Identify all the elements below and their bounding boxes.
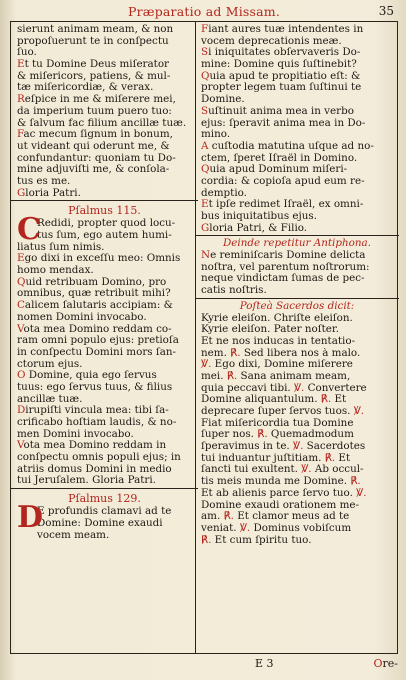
- column-divider: [195, 22, 196, 653]
- text-line: Et ne nos inducas in tentatio-: [201, 335, 356, 347]
- text-line: Kyrie eleiſon. Pater noſter.: [201, 324, 339, 336]
- text-line: Domine: Domine exaudi: [37, 517, 163, 529]
- text-line: Et ipſe redimet Iſraël, ex omni-: [201, 199, 364, 211]
- text-line: noſtra, vel parentum noſtrorum:: [201, 261, 370, 273]
- text-line: vocem deprecationis meæ.: [201, 35, 342, 47]
- text-line: Ego dixi in exceſſu meo: Omnis: [17, 253, 181, 265]
- text-line: O Domine, quia ego ſervus: [17, 370, 157, 382]
- text-line: Si iniquitates obſervaveris Do-: [201, 47, 361, 59]
- text-line: homo mendax.: [17, 265, 94, 277]
- right-column: [201, 24, 393, 546]
- text-line: neque vindictam ſumas de pec-: [201, 273, 365, 285]
- text-line: ℣. Ego dixi, Domine miſerere: [201, 359, 353, 371]
- rubric-heading: Poſteà Sacerdos dicit:: [239, 299, 355, 312]
- text-line: ctem, ſperet Iſraël in Domino.: [201, 152, 358, 164]
- rubric-heading: Pſalmus 129.: [68, 492, 141, 506]
- text-line: cordia: & copioſa apud eum re-: [201, 175, 365, 187]
- text-line: tæ miſericordiæ, & verax.: [17, 82, 154, 94]
- text-line: Calicem ſalutaris accipiam: &: [17, 300, 173, 312]
- text-line: tuus: ego ſervus tuus, & filius: [17, 381, 173, 393]
- text-line: Fac mecum ſignum in bonum,: [17, 129, 173, 141]
- text-line: veniat. ℣. Dominus vobiſcum: [201, 522, 352, 534]
- text-line: Vota mea Domino reddam co-: [17, 323, 172, 335]
- text-line: Fiat miſericordia tua Domine: [201, 417, 354, 429]
- rubric-heading: Deinde repetitur Antiphona.: [223, 237, 371, 250]
- text-line: crificabo hoſtiam laudis, & no-: [17, 417, 177, 428]
- text-line: tus ſum, ego autem humi-: [37, 230, 172, 241]
- text-line: mino.: [201, 129, 231, 141]
- text-line: vocem meam.: [37, 529, 110, 541]
- text-line: ſperavimus in te. ℣. Sacerdotes: [201, 441, 366, 453]
- text-line: Domine aliquantulum. ℟. Et: [201, 394, 347, 406]
- text-line: Quid retribuam Domino, pro: [17, 276, 167, 288]
- drop-cap: C: [17, 212, 41, 248]
- text-line: Gloria Patri, & Filio.: [201, 222, 308, 234]
- text-line: mine adjuviſti me, & conſola-: [17, 164, 170, 176]
- rule-divider: [11, 488, 198, 490]
- text-line: ctorum ejus.: [17, 358, 83, 370]
- text-line: nomen Domini invocabo.: [17, 311, 147, 323]
- text-line: Quia apud Dominum miſeri-: [201, 164, 348, 176]
- text-line: confundantur: quoniam tu Do-: [17, 152, 176, 164]
- text-line: Fiant aures tuæ intendentes in: [201, 24, 364, 35]
- text-line: Suſtinuit anima mea in verbo: [201, 105, 354, 117]
- text-line: Gloria Patri.: [17, 187, 81, 199]
- rule-divider: [11, 200, 198, 202]
- text-line: Kyrie eleiſon. Chriſte eleiſon.: [201, 312, 353, 324]
- text-line: ut videant qui oderunt me, &: [17, 140, 170, 152]
- text-line: A cuſtodia matutina uſque ad no-: [201, 140, 374, 152]
- text-line: Vota mea Domino reddam in: [17, 440, 167, 452]
- text-line: Quia apud te propitiatio eſt: &: [201, 70, 361, 82]
- text-line: & ſalvum fac filium ancillæ tuæ.: [17, 117, 187, 129]
- text-line: ℟. Et cum ſpiritu tuo.: [201, 534, 312, 546]
- text-line: liatus ſum nimis.: [17, 241, 105, 253]
- text-line: tui Jeruſalem. Gloria Patri.: [17, 475, 156, 487]
- signature-mark: E 3: [255, 657, 274, 670]
- text-frame: [10, 21, 398, 654]
- text-line: ſuo.: [17, 47, 37, 59]
- drop-cap-paragraph: [17, 500, 192, 541]
- text-line: mine: Domine quis ſuſtinebit?: [201, 59, 357, 71]
- text-line: nem. ℟. Sed libera nos à malo.: [201, 347, 361, 359]
- text-line: ancillæ tuæ.: [17, 393, 83, 405]
- text-line: atriis domus Domini in medio: [17, 463, 172, 475]
- text-line: am. ℟. Et clamor meus ad te: [201, 511, 350, 523]
- page-number: 35: [378, 4, 394, 18]
- text-line: da imperium tuum puero tuo:: [17, 105, 172, 117]
- catchword-rest: re-: [382, 657, 398, 670]
- text-line: demptio.: [201, 187, 247, 199]
- text-line: ſuper nos. ℟. Quemadmodum: [201, 429, 354, 441]
- text-line: sierunt animam meam, & non: [17, 24, 174, 35]
- text-line: Reſpice in me & miſerere mei,: [17, 94, 176, 106]
- text-line: tui induantur juſtitiam. ℟. Et: [201, 452, 351, 464]
- rubric-heading: Pſalmus 115.: [68, 204, 141, 218]
- text-line: & miſericors, patiens, & mul-: [17, 70, 171, 82]
- text-line: Et ab alienis parce ſervo tuo. ℣.: [201, 487, 367, 499]
- text-line: men Domini invocabo.: [17, 428, 134, 440]
- text-line: Ne reminiſcaris Domine delicta: [201, 250, 366, 262]
- text-line: bus iniquitatibus ejus.: [201, 211, 318, 222]
- text-line: conſpectu omnis populi ejus; in: [17, 452, 181, 464]
- text-line: in conſpectu Domini mors ſan-: [17, 346, 177, 358]
- text-line: Redidi, propter quod locu-: [37, 218, 176, 230]
- left-column: [17, 24, 192, 541]
- text-line: Domine.: [201, 94, 245, 106]
- text-line: tis meis munda me Domine. ℟.: [201, 476, 361, 488]
- text-line: deprecare ſuper ſervos tuos. ℣.: [201, 406, 365, 418]
- catchword-initial: O: [373, 657, 383, 670]
- text-line: Domine exaudi orationem me-: [201, 499, 360, 511]
- text-line: E profundis clamavi ad te: [37, 506, 172, 518]
- text-line: propoſuerunt te in conſpectu: [17, 35, 169, 47]
- text-line: Dirupiſti vincula mea: tibi ſa-: [17, 405, 169, 417]
- text-line: catis noſtris.: [201, 285, 267, 297]
- drop-cap: D: [17, 500, 44, 536]
- text-line: propter legem tuam ſuſtinui te: [201, 82, 362, 94]
- text-line: quia peccavi tibi. ℣. Convertere: [201, 382, 367, 394]
- text-line: tus es me.: [17, 175, 71, 187]
- text-line: ram omni populo ejus: pretioſa: [17, 335, 179, 347]
- drop-cap-paragraph: [17, 212, 192, 253]
- text-line: ejus: ſperavit anima mea in Do-: [201, 117, 366, 129]
- text-line: omnibus, quæ retribuit mihi?: [17, 288, 171, 300]
- catchword: [373, 657, 398, 670]
- running-title: Præparatio ad Missam.: [127, 4, 281, 19]
- text-line: Et tu Domine Deus miſerator: [17, 59, 170, 71]
- text-line: ſancti tui exultent. ℣. Ab occul-: [201, 464, 364, 476]
- text-line: mei. ℟. Sana animam meam,: [201, 370, 351, 382]
